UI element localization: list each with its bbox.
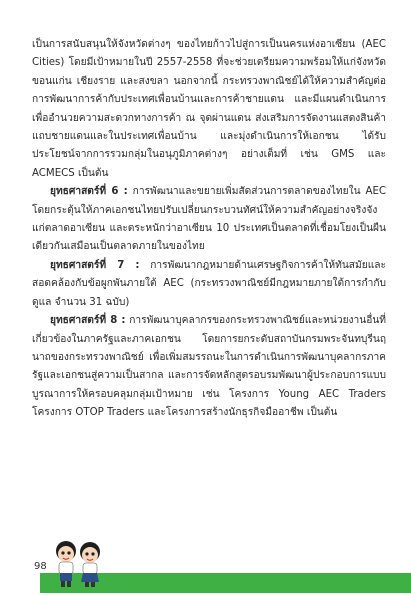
page-number: 98 [34, 561, 47, 572]
paragraph-strategy-7 [32, 257, 386, 312]
mascot-illustration [50, 538, 108, 590]
paragraph-strategy-8 [32, 312, 386, 422]
paragraph-strategy-6 [32, 183, 386, 257]
paragraph-text: การพัฒนากฎหมายด้านเศรษฐกิจการค้าให้ทันสมัยและสอดคล้องกับข้อผูกพันภายใต้ AEC (กระทรวงพาณิชย์มีกฎหมายภายใต้การกำกับดูแล จำนวน 31 ฉบับ) [32, 259, 386, 308]
paragraph-text: การพัฒนาบุคลากรของกระทรวงพาณิชย์และหน่วยงานอื่นที่เกี่ยวข้องในภาครัฐและภาคเอกชน โดยการยกระดับสถาบันกรมพระจันทบุรีนฤนาถของกระทรวงพาณิชย์ เพื่อเพิ่มสมรรถนะในการดำเนินการพัฒนาบุคลากรภาครัฐและเอกชนสู่ความเป็นสากล และการจัดหลักสูตรอบรมพัฒนาผู้ประกอบการแบบบูรณาการให้ครอบคลุมกลุ่มเป้าหมาย เช่น โครงการ Young AEC Traders โครงการ OTOP Traders และโครงการสร้างนักธุรกิจมืออาชีพ เป็นต้น [32, 315, 387, 419]
paragraph-intro [32, 36, 386, 183]
mascot-right-icon [80, 542, 100, 587]
strategy-title: ยุทธศาสตร์ที่ 8 : [50, 315, 126, 327]
mascot-left-icon [56, 541, 76, 587]
strategy-title: ยุทธศาสตร์ที่ 7 : [50, 259, 140, 271]
paragraph-text: เป็นการสนับสนุนให้จังหวัดต่างๆ ของไทยก้าวไปสู่การเป็นนครแห่งอาเซียน (AEC Cities) โดยมีเป้าหมายในปี 2557-2558 ที่จะช่วยเตรียมความพร้อมให้แก่จังหวัดขอนแก่น เชียงราย และสงขลา นอกจากนี้ กระทรวงพาณิชย์ได้ให้ความสำคัญต่อการพัฒนาการค้ากับประเทศเพื่อนบ้านและการค้าชายแดน และมีแผนดำเนินการเพื่ออำนวยความสะดวกทางการค้า ณ จุดผ่านแดน ส่งเสริมการจัดงานแสดงสินค้าแถบชายแดนและในประเทศเพื่อนบ้าน และมุ่งดำเนินการให้เอกชน ได้รับประโยชน์จากการรวมกลุ่มในอนุภูมิภาคต่างๆ อย่างเต็มที่ เช่น GMS และ ACMECS เป็นต้น [32, 39, 386, 179]
paragraph-text: การพัฒนาและขยายเพิ่มสัดส่วนการตลาดของไทยใน AEC โดยกระตุ้นให้ภาคเอกชนไทยปรับเปลี่ยนกระบวนทัศน์ให้ความสำคัญอย่างจริงจังแก่ตลาดอาเซียน และตระหนักว่าอาเซียน 10 ประเทศเป็นตลาดที่เชื่อมโยงเป็นผืนเดียวกันเสมือนเป็นตลาดภายในของไทย [32, 186, 386, 253]
body-text [32, 36, 386, 423]
strategy-title: ยุทธศาสตร์ที่ 6 : [50, 186, 128, 198]
